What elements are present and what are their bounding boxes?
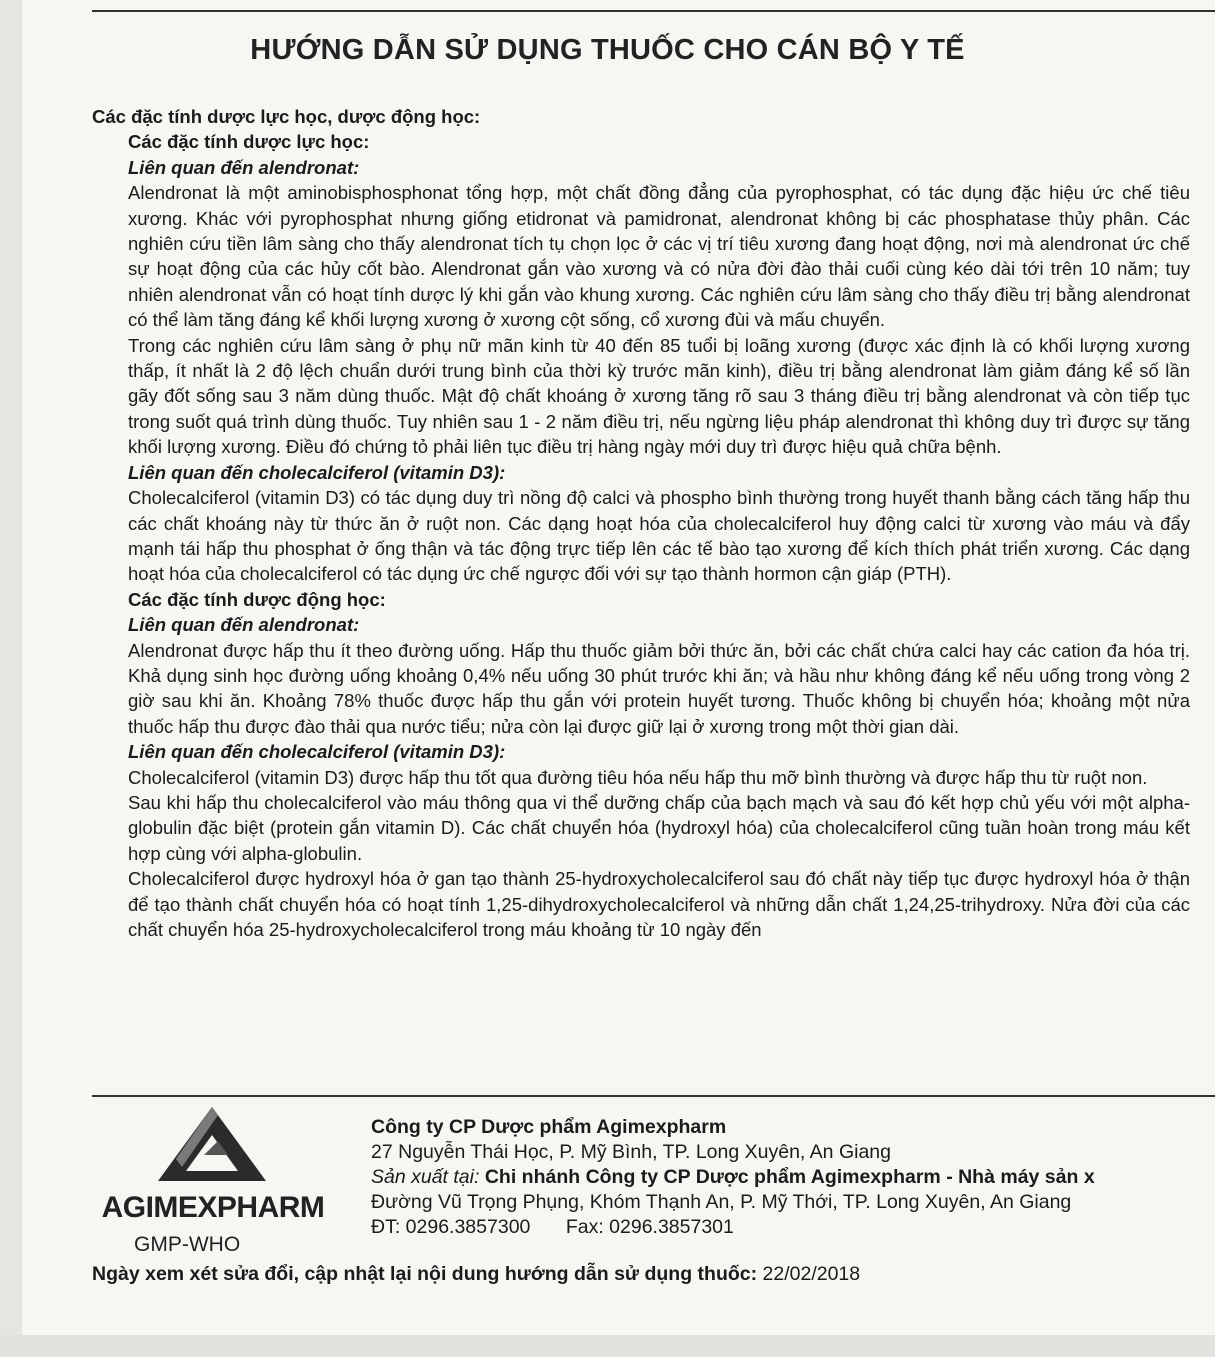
pharmacodynamics-heading: Các đặc tính dược lực học: [128,131,370,153]
pharmacokinetics-heading: Các đặc tính dược động học: [128,588,386,610]
page-bottom-edge [0,1335,1215,1357]
company-name: Công ty CP Dược phẩm Agimexpharm [371,1116,727,1138]
page-edge [0,0,22,1335]
fax-number: Fax: 0296.3857301 [565,1216,734,1238]
pk-cholecalciferol-heading: Liên quan đến cholecalciferol (vitamin D3): [128,741,506,763]
manufacture-site: Chi nhánh Công ty CP Dược phẩm Agimexpharm - Nhà máy sản x [484,1166,1095,1188]
gmp-certification: GMP-WHO [134,1233,241,1256]
pd-alendronate-heading: Liên quan đến alendronat: [128,156,360,178]
pk-cholecalciferol-paragraph: Cholecalciferol được hydroxyl hóa ở gan tạo thành 25-hydroxycholecalciferol sau đó chất này tiếp tục được hydroxyl hóa ở thận để tạo thành chất chuyển hóa có hoạt tính 1,25-dihydroxycholecalciferol và những dẫn chất 1,24,25-trihydroxy. Nửa đời của các chất chuyển hóa 25-hydroxycholecalciferol trong máu khoảng từ 10 ngày đến [128,868,1190,940]
pd-alendronate-paragraph: Trong các nghiên cứu lâm sàng ở phụ nữ mãn kinh từ 40 đến 85 tuổi bị loãng xương (được xác định là có khối lượng xương thấp, ít nhất là 2 độ lệch chuẩn dưới trung bình của thời kỳ trước mãn kinh), điều trị bằng alendronat làm giảm đáng kể số lần gãy đốt sống sau 3 năm dùng thuốc. Mật độ chất khoáng ở xương tăng rõ sau 3 tháng điều trị bằng alendronat và còn tiếp tục trong suốt quá trình dùng thuốc. Tuy nhiên sau 1 - 2 năm điều trị, nếu ngừng liệu pháp alendronat thì không duy trì được sự tăng khối lượng xương. Điều đó chứng tỏ phải liên tục điều trị hàng ngày mới duy trì được hiệu quả chữa bệnh. [128,334,1190,458]
pd-cholecalciferol-heading: Liên quan đến cholecalciferol (vitamin D3): [128,461,506,483]
revision-line [92,1263,860,1286]
section-heading: Các đặc tính dược lực học, dược động học: [92,106,481,127]
document-title: HƯỚNG DẪN SỬ DỤNG THUỐC CHO CÁN BỘ Y TẾ [250,34,965,66]
triangle-logo-icon [156,1105,268,1183]
pk-cholecalciferol-paragraph: Cholecalciferol (vitamin D3) được hấp thu tốt qua đường tiêu hóa nếu hấp thu mỡ bình thường và được hấp thu từ ruột non. [128,766,1148,788]
pd-alendronate-paragraph: Alendronat là một aminobisphosphonat tổng hợp, một chất đồng đẳng của pyrophosphat, có tác dụng đặc hiệu ức chế tiêu xương. Khác với pyrophosphat nhưng giống etidronat và pamidronat, alendronat không bị các phosphatase thủy phân. Các nghiên cứu tiền lâm sàng cho thấy alendronat tích tụ chọn lọc ở các vị trí tiêu xương đang hoạt động, nơi mà alendronat ức chế sự hoạt động của các hủy cốt bào. Alendronat gắn vào xương và có nửa đời đào thải cuối cùng kéo dài tới trên 10 năm; tuy nhiên alendronat vẫn có hoạt tính dược lý khi gắn vào khung xương. Các nghiên cứu lâm sàng cho thấy điều trị bằng alendronat có thể làm tăng đáng kể khối lượng xương ở xương cột sống, cổ xương đùi và mấu chuyển. [128,182,1190,331]
pk-alendronate-paragraph: Alendronat được hấp thu ít theo đường uống. Hấp thu thuốc giảm bởi thức ăn, bởi các chất chứa calci hay các cation đa hóa trị. Khả dụng sinh học đường uống khoảng 0,4% nếu uống 30 phút trước khi ăn; và hầu như không đáng kể nếu uống trong vòng 2 giờ sau khi ăn. Khoảng 78% thuốc được hấp thu gắn với protein huyết tương. Thuốc không bị chuyển hóa; khoảng một nửa thuốc hấp thu được đào thải qua nước tiểu; nửa còn lại được giữ lại ở xương trong một thời gian dài. [128,639,1190,737]
revision-label: Ngày xem xét sửa đổi, cập nhật lại nội dung hướng dẫn sử dụng thuốc: [92,1263,758,1285]
revision-date: 22/02/2018 [762,1263,861,1285]
contact-line [371,1215,1215,1240]
pd-cholecalciferol-paragraph: Cholecalciferol (vitamin D3) có tác dụng duy trì nồng độ calci và phospho bình thường trong huyết thanh bằng cách tăng hấp thu các chất khoáng này từ thức ăn ở ruột non. Các dạng hoạt hóa của cholecalciferol huy động calci từ xương vào máu và đẩy mạnh tái hấp thu phosphat ở ống thận và tác động trực tiếp lên các tế bào tạo xương để kích thích phát triển xương. Các dạng hoạt hóa của cholecalciferol có tác dụng ức chế ngược đối với sự tạo thành hormon cận giáp (PTH). [128,487,1190,585]
company-logo [88,1105,338,1265]
manufacture-label: Sản xuất tại: [371,1166,480,1188]
top-divider [92,10,1215,12]
document-body [92,104,1190,942]
pk-alendronate-heading: Liên quan đến alendronat: [128,614,360,636]
brand-name: AGIMEXPHARM [101,1191,325,1224]
company-info [371,1115,1215,1240]
pk-cholecalciferol-paragraph: Sau khi hấp thu cholecalciferol vào máu thông qua vi thể dưỡng chấp của bạch mạch và sau đó kết hợp chủ yếu với một alpha-globulin đặc biệt (protein gắn vitamin D). Các chất chuyển hóa (hydroxyl hóa) của cholecalciferol cũng tuần hoàn trong máu kết hợp cùng với alpha-globulin. [128,791,1190,864]
phone-number: ĐT: 0296.3857300 [371,1216,531,1238]
footer-divider [92,1095,1215,1097]
manufacture-line [371,1165,1215,1190]
company-address: 27 Nguyễn Thái Học, P. Mỹ Bình, TP. Long Xuyên, An Giang [371,1141,891,1163]
site-address: Đường Vũ Trọng Phụng, Khóm Thạnh An, P. Mỹ Thới, TP. Long Xuyên, An Giang [371,1191,1072,1213]
